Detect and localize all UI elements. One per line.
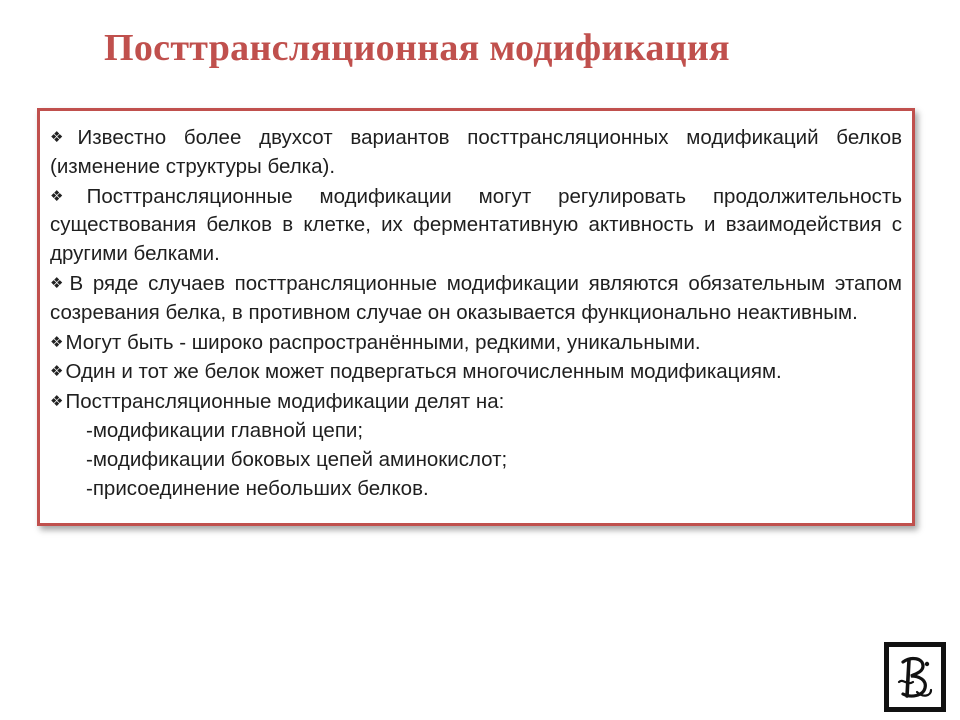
bullet-text: Посттрансляционные модификации делят на: bbox=[65, 390, 505, 414]
content-box bbox=[37, 108, 915, 526]
bullet-item bbox=[50, 182, 902, 269]
bullet-item bbox=[50, 269, 902, 328]
bullet-item bbox=[50, 123, 902, 182]
bullet-item bbox=[50, 387, 902, 417]
slide-title: Посттрансляционная модификация bbox=[104, 27, 730, 69]
bullet-text: Один и тот же белок может подвергаться многочисленным модификациям. bbox=[65, 360, 782, 384]
diamond-bullet-icon: ❖ bbox=[50, 332, 64, 351]
diamond-bullet-icon: ❖ bbox=[50, 128, 76, 146]
diamond-bullet-icon: ❖ bbox=[50, 362, 64, 381]
sub-item-side-chains: -модификации боковых цепей аминокислот; bbox=[86, 447, 508, 471]
logo bbox=[884, 642, 946, 712]
bullet-item bbox=[50, 328, 902, 358]
sub-item-main-chain: -модификации главной цепи; bbox=[86, 418, 364, 442]
emblem-monogram-icon bbox=[888, 646, 942, 708]
diamond-bullet-icon: ❖ bbox=[50, 392, 64, 411]
bullet-text: Посттрансляционные модификации могут регулировать продолжительность существования белков в клетке, их ферментативную активность и взаимодействия с другими белками. bbox=[50, 184, 902, 266]
bullet-item bbox=[50, 357, 902, 387]
diamond-bullet-icon: ❖ bbox=[50, 273, 68, 292]
bullet-list bbox=[50, 123, 902, 503]
diamond-bullet-icon: ❖ bbox=[50, 186, 85, 205]
sub-item-small-proteins: -присоединение небольших белков. bbox=[86, 476, 429, 500]
bullet-text: Известно более двухсот вариантов посттрансляционных модификаций белков (изменение структуры белка). bbox=[50, 126, 902, 178]
bullet-text: В ряде случаев посттрансляционные модификации являются обязательным этапом созревания белка, в противном случае он оказывается функционально неактивным. bbox=[50, 271, 902, 324]
bullet-text: Могут быть - широко распространёнными, редкими, уникальными. bbox=[65, 330, 701, 354]
monogram-svg bbox=[893, 652, 937, 702]
